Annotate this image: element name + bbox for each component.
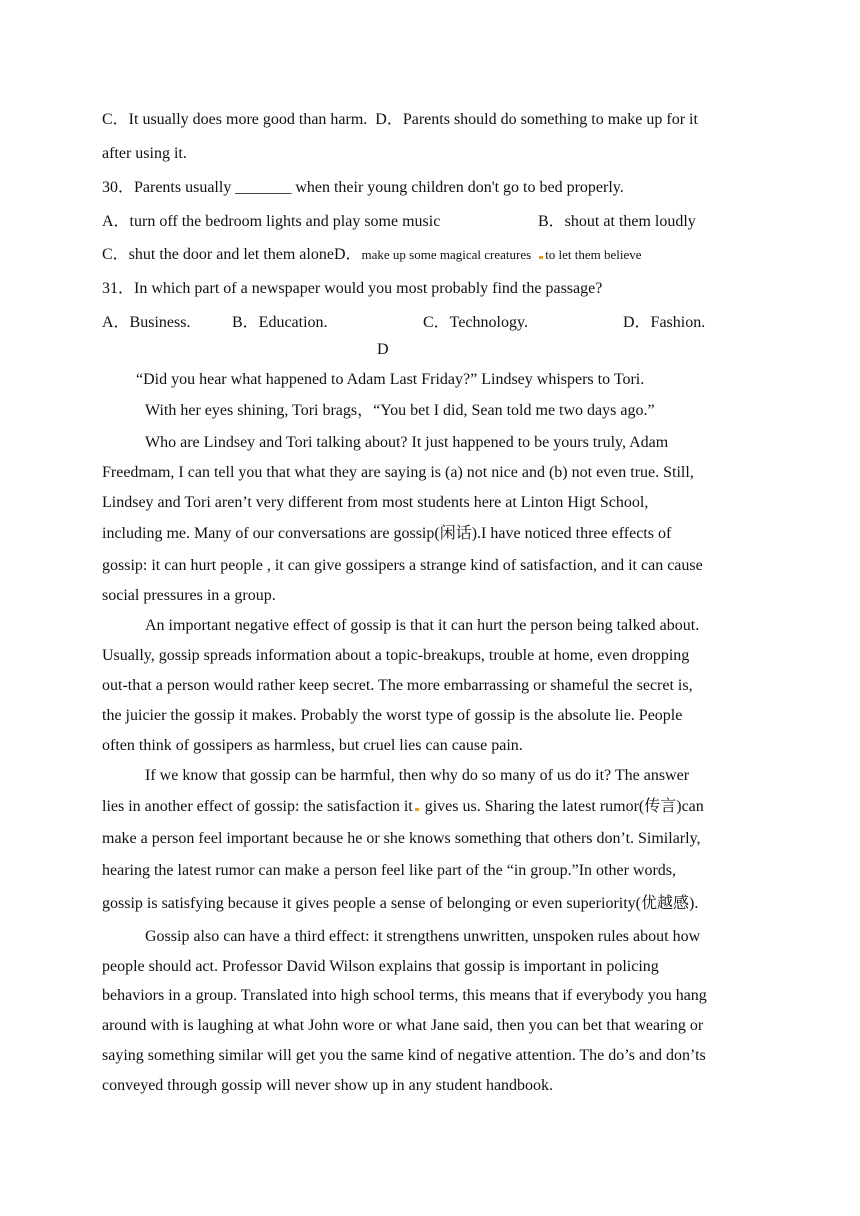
passage-p6-line: Gossip also can have a third effect: it strengthens unwritten, unspoken rules about how: [145, 928, 701, 945]
q30-option-c: C．shut the door and let them alone: [102, 246, 334, 263]
passage-p4-line: An important negative effect of gossip is that it can hurt the person being talked about.: [145, 617, 700, 634]
q29-option-d-continued: after using it.: [102, 145, 187, 162]
q31-option-b: B．Education.: [232, 314, 328, 331]
passage-p4-line: out-that a person would rather keep secret. The more embarrassing or shameful the secret is,: [102, 677, 693, 694]
passage-p5-line-part: lies in another effect of gossip: the satisfaction it: [102, 798, 413, 815]
passage-p3-line: Who are Lindsey and Tori talking about? It just happened to be yours truly, Adam: [145, 434, 669, 451]
passage-p3-line: Lindsey and Tori aren’t very different from most students here at Linton Higt School,: [102, 494, 649, 511]
passage-p3-line: social pressures in a group.: [102, 587, 276, 604]
passage-p5-line: hearing the latest rumor can make a person feel like part of the “in group.”In other words,: [102, 862, 677, 879]
q31-stem: 31．In which part of a newspaper would you most probably find the passage?: [102, 280, 603, 297]
passage-p4-line: the juicier the gossip it makes. Probably the worst type of gossip is the absolute lie. People: [102, 707, 683, 724]
passage-p5-line: make a person feel important because he or she knows something that others don’t. Similarly,: [102, 830, 701, 847]
annotation-mark: [415, 808, 419, 811]
q30-option-d-label: D．: [333, 246, 362, 263]
passage-p6-line: behaviors in a group. Translated into high school terms, this means that if everybody you hang: [102, 987, 707, 1004]
section-label: D: [377, 341, 389, 358]
annotation-mark: [539, 256, 543, 259]
passage-p5-line-part: gives us. Sharing the latest rumor(传言)can: [424, 798, 704, 815]
passage-p6-line: people should act. Professor David Wilson explains that gossip is important in policing: [102, 958, 659, 975]
passage-paragraph-1: “Did you hear what happened to Adam Last Friday?” Lindsey whispers to Tori.: [136, 371, 645, 388]
q29-option-c: C．It usually does more good than harm.: [102, 111, 368, 128]
passage-paragraph-2: With her eyes shining, Tori brags，“You bet I did, Sean told me two days ago.”: [145, 402, 655, 419]
passage-p3-line: including me. Many of our conversations are gossip(闲话).I have noticed three effects of: [102, 525, 672, 542]
passage-p6-line: conveyed through gossip will never show up in any student handbook.: [102, 1077, 554, 1094]
passage-p6-line: around with is laughing at what John wore or what Jane said, then you can bet that wearing or: [102, 1017, 704, 1034]
passage-p5-line: If we know that gossip can be harmful, then why do so many of us do it? The answer: [145, 767, 690, 784]
passage-p4-line: Usually, gossip spreads information about a topic-breakups, trouble at home, even dropping: [102, 647, 690, 664]
q30-option-b: B．shout at them loudly: [538, 213, 696, 230]
passage-p3-line: gossip: it can hurt people , it can give gossipers a strange kind of satisfaction, and it can cause: [102, 557, 703, 574]
q30-options-ab: [102, 212, 440, 232]
q29-options-cd: [102, 110, 698, 130]
q30-option-d-text-1: make up some magical creatures: [361, 247, 532, 262]
q29-option-d: D．Parents should do something to make up for it: [375, 111, 698, 128]
q30-option-d-text-2: to let them believe: [545, 247, 642, 262]
passage-p5-line: [102, 797, 704, 817]
q31-option-d: D．Fashion.: [623, 314, 706, 331]
passage-p4-line: often think of gossipers as harmless, but cruel lies can cause pain.: [102, 737, 523, 754]
q30-option-a: A．turn off the bedroom lights and play some music: [102, 213, 441, 230]
q31-option-c: C．Technology.: [423, 314, 528, 331]
passage-p6-line: saying something similar will get you the same kind of negative attention. The do’s and don’ts: [102, 1047, 706, 1064]
q30-stem: 30．Parents usually _______ when their young children don't go to bed properly.: [102, 179, 624, 196]
passage-p3-line: Freedmam, I can tell you that what they are saying is (a) not nice and (b) not even true. Still,: [102, 464, 694, 481]
passage-p5-line: gossip is satisfying because it gives people a sense of belonging or even superiority(优越感).: [102, 895, 699, 912]
q31-option-a: A．Business.: [102, 314, 191, 331]
q30-options-cd: [102, 245, 642, 265]
